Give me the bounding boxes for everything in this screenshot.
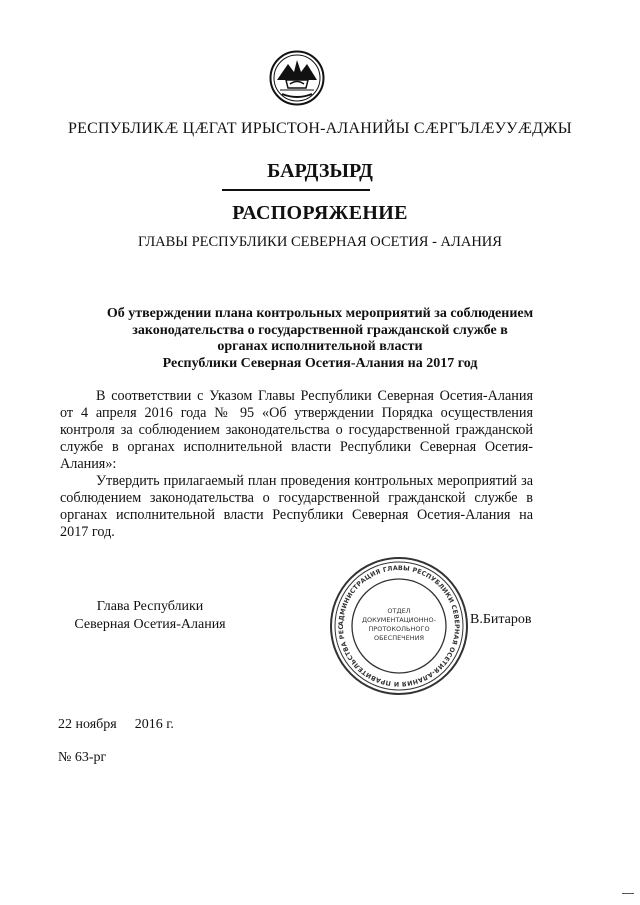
doc-type-ossetian: БАРДЗЫРД: [267, 160, 373, 182]
position-line: Северная Осетия-Алания: [74, 617, 226, 632]
doc-type-title: РАСПОРЯЖЕНИЕ: [232, 202, 408, 224]
signatory-name: В.Битаров: [470, 612, 532, 627]
position-line: Глава Республики: [96, 599, 204, 614]
document-number: № 63-рг: [58, 750, 107, 765]
stamp-outer-text: АДМИНИСТРАЦИЯ ГЛАВЫ РЕСПУБЛИКИ СЕВЕРНАЯ ОСЕТИЯ-АЛАНИЯ И ПРАВИТЕЛЬСТВА РЕС: [337, 564, 461, 688]
coat-of-arms-emblem: [268, 50, 326, 106]
signatory-position: [60, 598, 240, 634]
subject-line: Об утверждении плана контрольных мероприятий за соблюдением: [106, 306, 534, 321]
document-subject: [60, 306, 580, 372]
body-paragraph: В соответствии с Указом Главы Республики Северная Осетия-Алания от 4 апреля 2016 года № 95 «Об утверждении Порядка осуществления контроля за соблюдением законодательства о государственной гражданской службе в органах исполнительной власти Республики Северная Осетия-Алания»:: [60, 388, 533, 472]
subject-line: органах исполнительной власти: [217, 339, 423, 354]
subject-line: законодательства о государственной гражданской службе в: [132, 322, 508, 338]
body-paragraph: Утвердить прилагаемый план проведения контрольных мероприятий за соблюдением законодательства о государственной гражданской службе в органах исполнительной власти Республики Северная Осетия-Алания на 2017 год.: [60, 473, 533, 540]
document-date: [58, 717, 174, 733]
stamp-center-line: ОБЕСПЕЧЕНИЯ: [373, 634, 425, 642]
page-edge-mark: [622, 893, 634, 894]
document-body: [60, 388, 533, 541]
stamp-center-line: ПРОТОКОЛЬНОГО: [368, 625, 430, 633]
stamp-center-line: ОТДЕЛ: [387, 607, 411, 615]
date-day-month: 22 ноября: [58, 717, 117, 732]
stamp-center-line: ДОКУМЕНТАЦИОННО-: [361, 616, 437, 624]
official-stamp: [328, 555, 470, 697]
subject-line: Республики Северная Осетия-Алания на 2017 год: [162, 355, 478, 371]
issuer-line: ГЛАВЫ РЕСПУБЛИКИ СЕВЕРНАЯ ОСЕТИЯ - АЛАНИЯ: [138, 234, 502, 250]
title-divider: [222, 189, 370, 191]
date-year: 2016 г.: [134, 717, 174, 732]
republic-name-ossetian: РЕСПУБЛИКӔ ЦӔГАТ ИРЫСТОН-АЛАНИЙЫ СӔРГЪЛӔУУӔДЖЫ: [68, 120, 572, 137]
